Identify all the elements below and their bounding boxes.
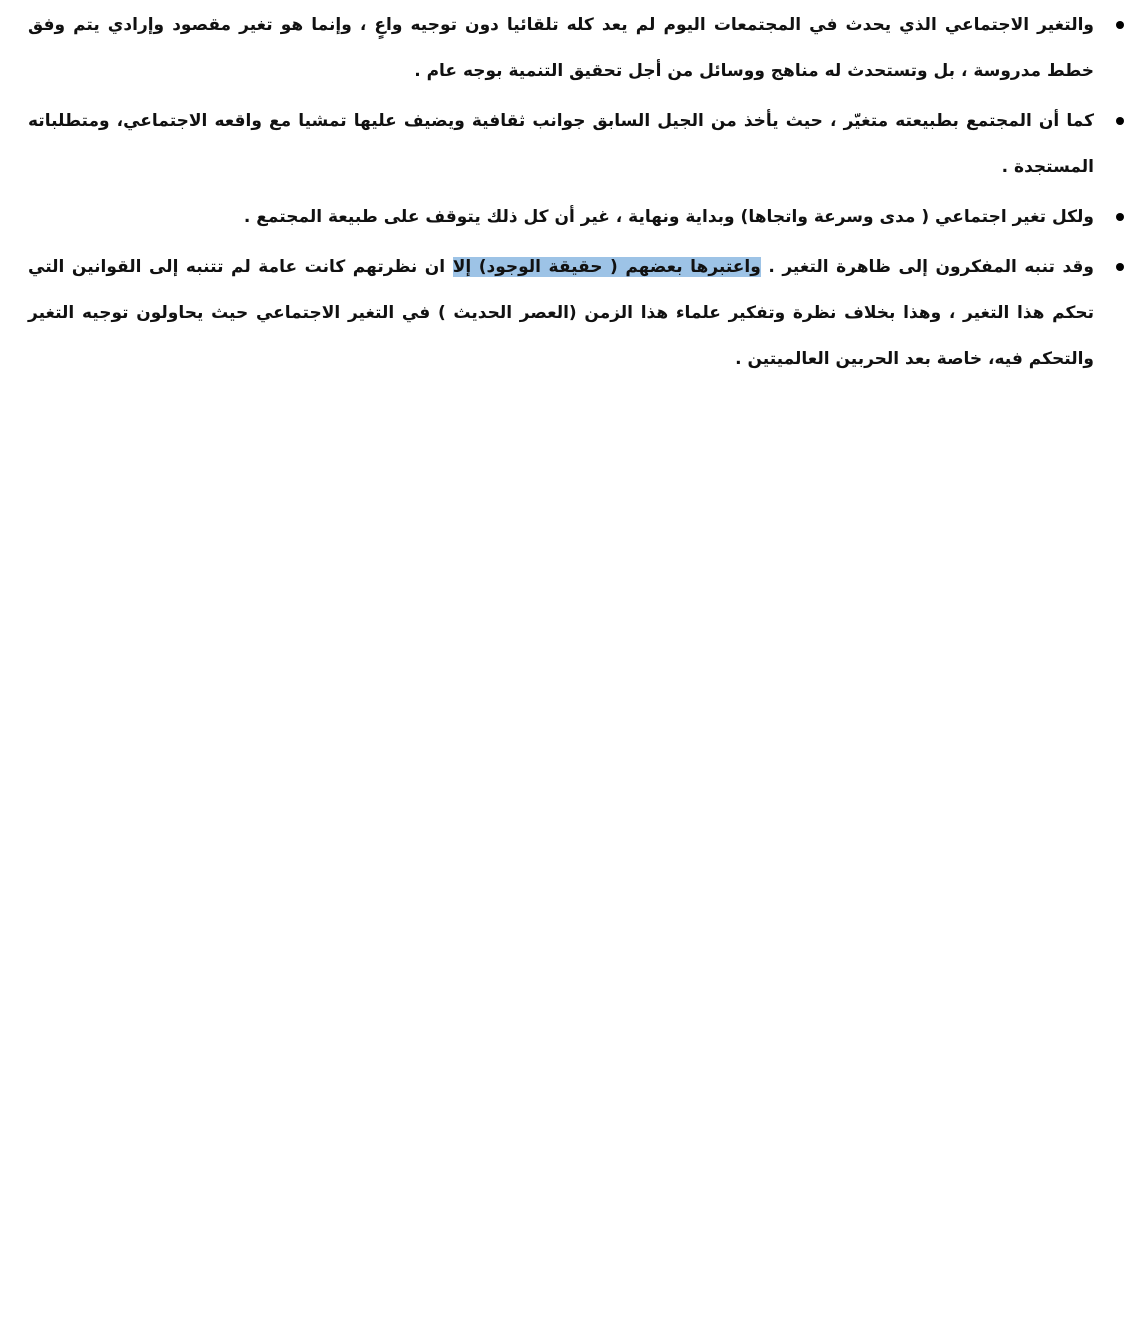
paragraph-text: ان نظرتهم كانت عامة لم تتنبه إلى القوانين التي تحكم هذا التغير ، وهذا بخلاف نظرة وتفكير علماء هذا الزمن (العصر الحديث ) في التغير الاجتماعي حيث يحاولون توجيه التغير والتحكم فيه، خاصة بعد الحربين العالميتين . (28, 257, 1094, 369)
bullet-point-icon (1116, 21, 1124, 29)
list-item (28, 194, 1126, 240)
bullet-list (28, 2, 1126, 386)
selected-text-highlight[interactable]: واعتبرها بعضهم ( حقيقة الوجود) إلا (452, 257, 761, 277)
list-item (28, 244, 1126, 382)
list-item (28, 2, 1126, 94)
bullet-point-icon (1116, 213, 1124, 221)
bullet-point-icon (1116, 117, 1124, 125)
bullet-point-icon (1116, 263, 1124, 271)
list-item (28, 98, 1126, 190)
paragraph-text: ولكل تغير اجتماعي ( مدى وسرعة واتجاها) وبداية ونهاية ، غير أن كل ذلك يتوقف على طبيعة المجتمع . (243, 207, 1094, 227)
paragraph-text: والتغير الاجتماعي الذي يحدث في المجتمعات اليوم لم يعد كله تلقائيا دون توجيه واعٍ ، وإنما هو تغير مقصود وإرادي يتم وفق خطط مدروسة ، بل وتستحدث له مناهج ووسائل من أجل تحقيق التنمية بوجه عام . (28, 15, 1094, 81)
paragraph-text: وقد تنبه المفكرون إلى ظاهرة التغير . (760, 257, 1094, 277)
paragraph-text: كما أن المجتمع بطبيعته متغيّر ، حيث يأخذ من الجيل السابق جوانب ثقافية ويضيف عليها تمشيا مع واقعه الاجتماعي، ومتطلباته المستجدة . (28, 111, 1094, 177)
